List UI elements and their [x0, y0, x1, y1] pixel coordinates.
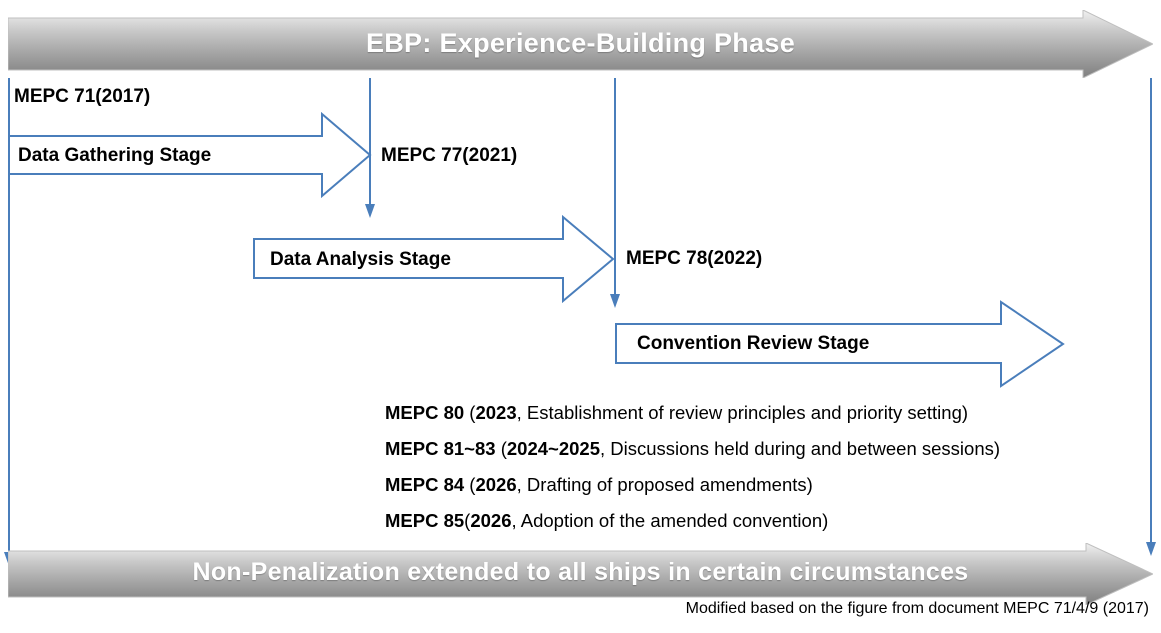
stage-arrow-data-gathering	[8, 112, 372, 203]
milestone-label-mepc77: MEPC 77(2021)	[381, 145, 518, 166]
bottom-banner-shape	[8, 543, 1153, 605]
note-item	[385, 398, 1115, 428]
note-year: 2026	[475, 474, 517, 495]
note-rest: , Discussions held during and between sessions)	[600, 438, 1001, 459]
note-code: MEPC 84	[385, 474, 465, 495]
stage-label-data-analysis: Data Analysis Stage	[270, 249, 451, 270]
note-code: MEPC 80	[385, 402, 465, 423]
stage-label-convention-review: Convention Review Stage	[637, 333, 870, 354]
note-rest: , Adoption of the amended convention)	[511, 510, 829, 531]
note-rest: , Drafting of proposed amendments)	[516, 474, 813, 495]
note-item	[385, 434, 1115, 464]
note-code: MEPC 85	[385, 510, 465, 531]
stage-arrow-convention-review	[615, 300, 1065, 393]
note-open: (	[464, 510, 471, 531]
note-year: 2026	[470, 510, 512, 531]
top-banner-label: EBP: Experience-Building Phase	[365, 28, 796, 58]
note-item	[385, 470, 1115, 500]
note-open: (	[464, 402, 476, 423]
stage-arrow-data-analysis	[253, 215, 615, 308]
note-year: 2023	[475, 402, 517, 423]
note-code: MEPC 81~83	[385, 438, 496, 459]
note-open: (	[464, 474, 476, 495]
note-item	[385, 506, 1115, 536]
milestone-label-mepc71: MEPC 71(2017)	[14, 86, 151, 107]
footnote: Modified based on the figure from document MEPC 71/4/9 (2017)	[685, 600, 1149, 617]
bottom-banner-label: Non-Penalization extended to all ships in certain circumstances	[192, 558, 969, 586]
notes-list	[385, 398, 1115, 542]
stage-label-data-gathering: Data Gathering Stage	[18, 145, 212, 166]
milestone-label-mepc78: MEPC 78(2022)	[626, 248, 763, 269]
note-rest: , Establishment of review principles and priority setting)	[516, 402, 969, 423]
note-year: 2024~2025	[506, 438, 600, 459]
bottom-banner-arrow	[8, 543, 1153, 605]
note-open: (	[495, 438, 507, 459]
